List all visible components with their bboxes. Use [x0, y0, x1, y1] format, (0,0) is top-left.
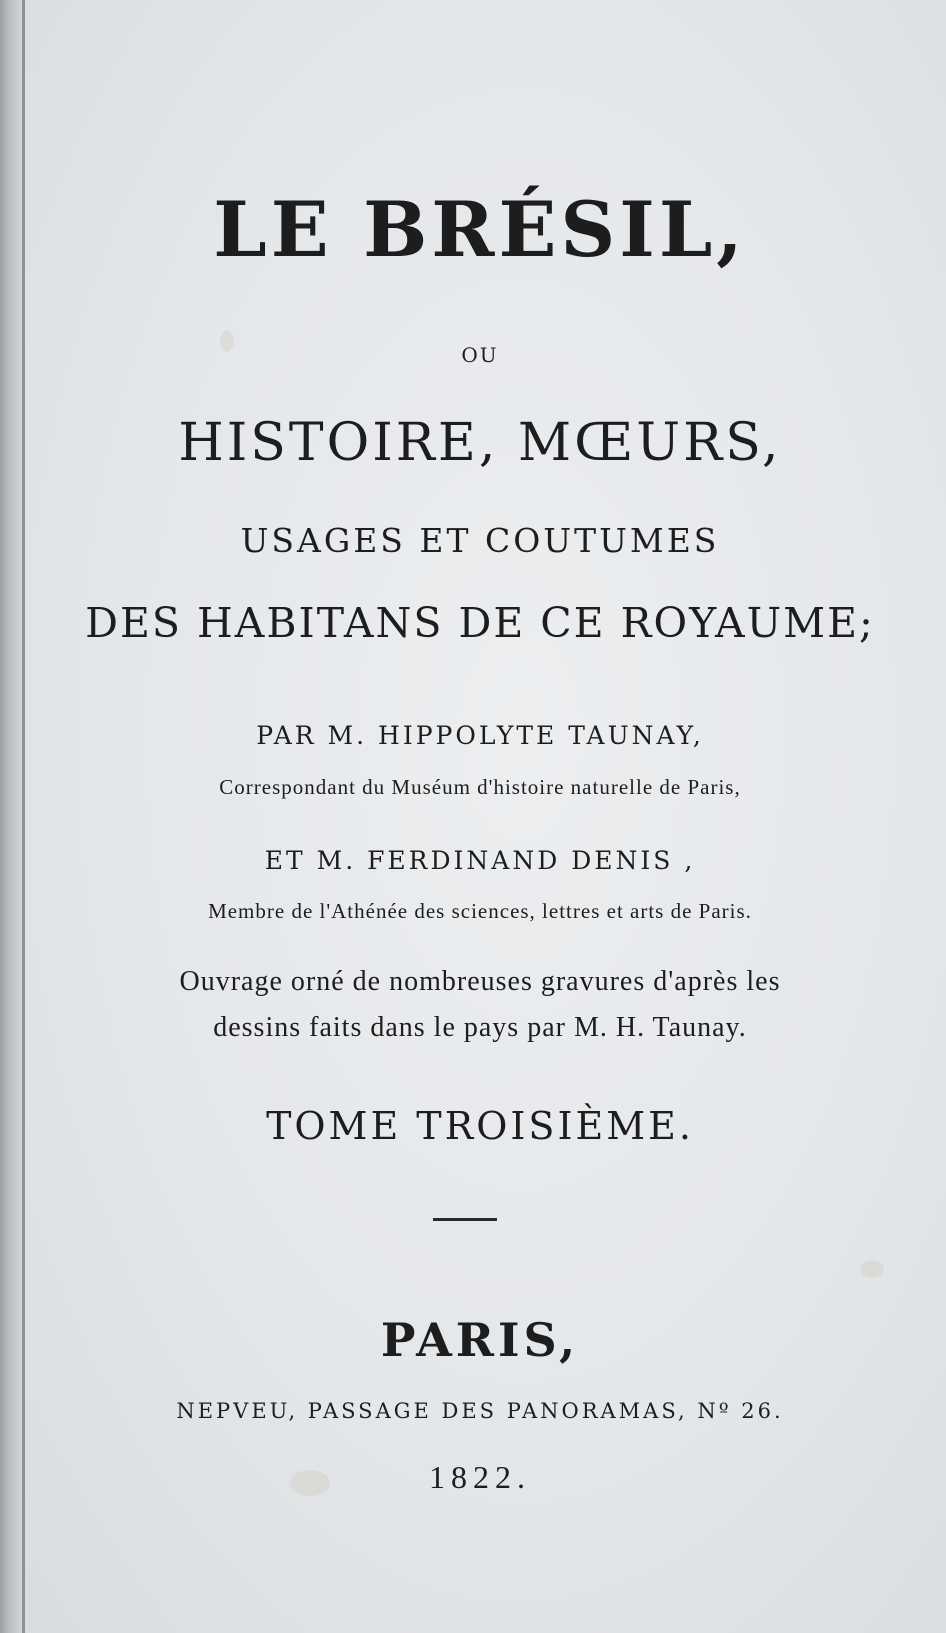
binding-edge [22, 0, 25, 1633]
imprint-publisher: NEPVEU, PASSAGE DES PANORAMAS, Nº 26. [176, 1399, 784, 1423]
author-2-affiliation: Membre de l'Athénée des sciences, lettres et arts de Paris. [208, 899, 752, 923]
illustration-note-line-1: Ouvrage orné de nombreuses gravures d'après les [179, 966, 781, 997]
paper-stain [860, 1260, 884, 1278]
subtitle-line-3: DES HABITANS DE CE ROYAUME; [85, 599, 875, 647]
divider-rule [433, 1218, 497, 1221]
author-2: ET M. FERDINAND DENIS , [264, 846, 696, 875]
author-1: PAR M. HIPPOLYTE TAUNAY, [256, 721, 704, 750]
subtitle-line-1: HISTOIRE, MŒURS, [178, 413, 782, 473]
illustration-note-line-2: dessins faits dans le pays par M. H. Taunay. [213, 1012, 747, 1043]
subtitle-line-2: USAGES ET COUTUMES [240, 521, 720, 560]
book-title: LE BRÉSIL, [213, 185, 747, 274]
volume-label: TOME TROISIÈME. [266, 1104, 694, 1148]
author-1-affiliation: Correspondant du Muséum d'histoire naturelle de Paris, [219, 775, 741, 799]
imprint-year: 1822. [429, 1459, 531, 1495]
imprint-city: PARIS, [380, 1313, 580, 1367]
binding-gutter [0, 0, 22, 1633]
title-conjunction: OU [461, 343, 499, 367]
